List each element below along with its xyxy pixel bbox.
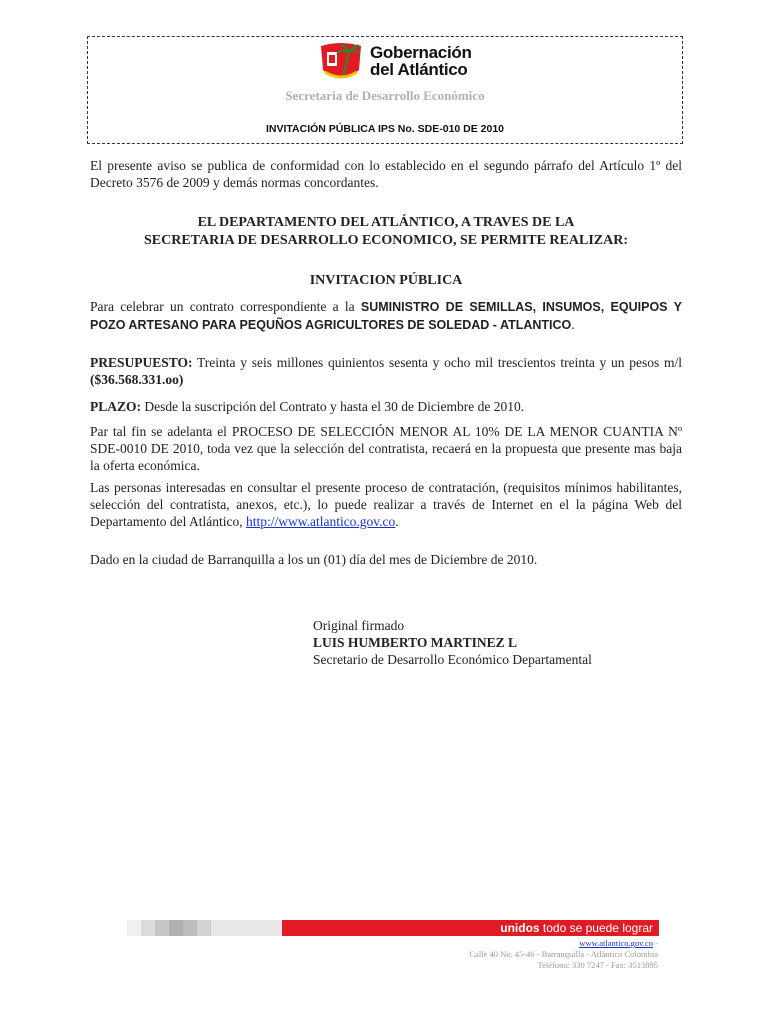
process-paragraph: Par tal fin se adelanta el PROCESO DE SELECCIÓN MENOR AL 10% DE LA MENOR CUANTIA Nº SDE-0010 DE 2010, toda vez que la selección del contratista, recaerá en la propuesta que presente mas baja la oferta económica. <box>90 424 682 473</box>
intro-paragraph: El presente aviso se publica de conformidad con lo establecido en el segundo párrafo del Artículo 1º del Decreto 3576 de 2009 y demás normas concordantes. <box>90 158 682 190</box>
signature-block <box>313 617 592 668</box>
website-link[interactable]: http://www.atlantico.gov.co <box>245 514 396 529</box>
footer-website-link[interactable]: www.atlantico.gov.co <box>579 938 654 948</box>
logo-line1: Gobernación <box>370 43 472 62</box>
slogan-red-bar <box>282 920 659 936</box>
term-text: Desde la suscripción del Contrato y hasta el 30 de Diciembre de 2010. <box>141 399 525 414</box>
slogan-text <box>500 921 653 935</box>
sub-heading: INVITACION PÚBLICA <box>309 273 463 288</box>
secretaria-title: Secretaria de Desarrollo Económico <box>285 88 485 103</box>
slogan-rest: todo se puede lograr <box>539 921 653 935</box>
consult-text: Las personas interesadas en consultar el presente proceso de contratación, (requisitos mínimos habilitantes, selección del contratista, anexos, etc.), lo puede realizar a través de Internet en el la página Web del Departamento del Atlántico, <box>90 480 682 529</box>
given-paragraph: Dado en la ciudad de Barranquilla a los un (01) día del mes de Diciembre de 2010. <box>90 552 538 567</box>
invitation-number: INVITACIÓN PÚBLICA IPS No. SDE-010 DE 2010 <box>265 123 505 135</box>
purpose-object: SUMINISTRO DE SEMILLAS, INSUMOS, EQUIPOS Y POZO ARTESANO PARA PEQUÑOS AGRICULTORES DE SOLEDAD - ATLANTICO <box>90 300 682 332</box>
footer-slogan-bar <box>127 920 659 936</box>
consult-end: . <box>395 514 399 529</box>
signatory-title: Secretario de Desarrollo Económico Departamental <box>313 652 592 667</box>
footer-phones: Teléfono: 330 7247 - Fax: 3513895 <box>537 960 658 970</box>
budget-paragraph <box>90 354 682 388</box>
main-heading-line2: SECRETARIA DE DESARROLLO ECONOMICO, SE PERMITE REALIZAR: <box>144 233 628 248</box>
purpose-paragraph <box>90 298 682 334</box>
coat-of-arms-icon <box>315 40 367 86</box>
footer-address: Calle 40 No. 45-46 - Barranquilla - Atlántico Colombia <box>469 949 658 959</box>
budget-amount: ($36.568.331.oo) <box>90 372 184 387</box>
term-label: PLAZO: <box>90 399 142 414</box>
consult-paragraph <box>90 479 682 530</box>
letterhead-box <box>87 36 683 144</box>
purpose-prefix: Para celebrar un contrato correspondiente a la <box>90 299 361 314</box>
footer-contact <box>469 938 658 971</box>
main-heading <box>90 214 682 250</box>
budget-text: Treinta y seis millones quinientos sesenta y ocho mil trescientos treinta y un pesos m/l <box>192 355 682 370</box>
footer-website-sep: - <box>653 938 658 948</box>
signatory-name: LUIS HUMBERTO MARTINEZ L <box>313 635 517 650</box>
slogan-bold: unidos <box>500 921 540 935</box>
budget-label: PRESUPUESTO: <box>90 355 193 370</box>
purpose-suffix: . <box>571 317 575 332</box>
gobernacion-logo <box>315 40 515 86</box>
signature-note: Original firmado <box>313 618 405 633</box>
term-paragraph <box>90 398 682 415</box>
main-heading-line1: EL DEPARTAMENTO DEL ATLÁNTICO, A TRAVES DE LA <box>197 215 575 230</box>
logo-line2: del Atlántico <box>370 60 468 79</box>
